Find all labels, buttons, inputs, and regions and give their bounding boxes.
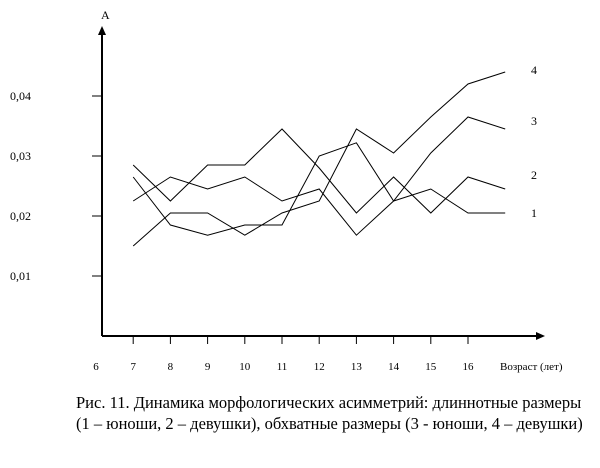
- y-tick-label: 0,01: [10, 269, 31, 283]
- x-tick-label: 15: [425, 361, 437, 373]
- y-tick-label: 0,03: [10, 149, 31, 163]
- x-tick-label: 13: [350, 361, 362, 373]
- x-tick-label: 10: [239, 361, 251, 373]
- series-label-3: 3: [531, 114, 537, 128]
- x-tick-label: 8: [167, 361, 174, 373]
- x-tick-label: 7: [130, 361, 136, 373]
- y-axis-arrow: [98, 26, 106, 35]
- y-tick-label: 0,02: [10, 209, 31, 223]
- x-tick-label: 9: [204, 361, 211, 373]
- y-axis-label: А: [101, 8, 110, 22]
- series-line-4: [133, 72, 505, 246]
- series-label-1: 1: [531, 206, 537, 220]
- x-axis-arrow: [536, 332, 545, 340]
- series-label-4: 4: [531, 63, 537, 77]
- y-tick-label: 0,04: [10, 89, 31, 103]
- figure-caption: Рис. 11. Динамика морфологических асимметрий: длиннотные размеры (1 – юноши, 2 – девушки), обхватные размеры (3 - юноши, 4 – девушки): [76, 393, 583, 433]
- x-tick-label: 11: [276, 361, 288, 373]
- x-axis-label: Возраст (лет): [500, 361, 563, 373]
- x-tick-label: 6: [93, 361, 99, 373]
- x-tick-label: 12: [313, 361, 325, 373]
- series-line-3: [133, 117, 505, 235]
- x-tick-label: 14: [388, 361, 400, 373]
- x-tick-label: 16: [462, 361, 474, 373]
- series-label-2: 2: [531, 168, 537, 182]
